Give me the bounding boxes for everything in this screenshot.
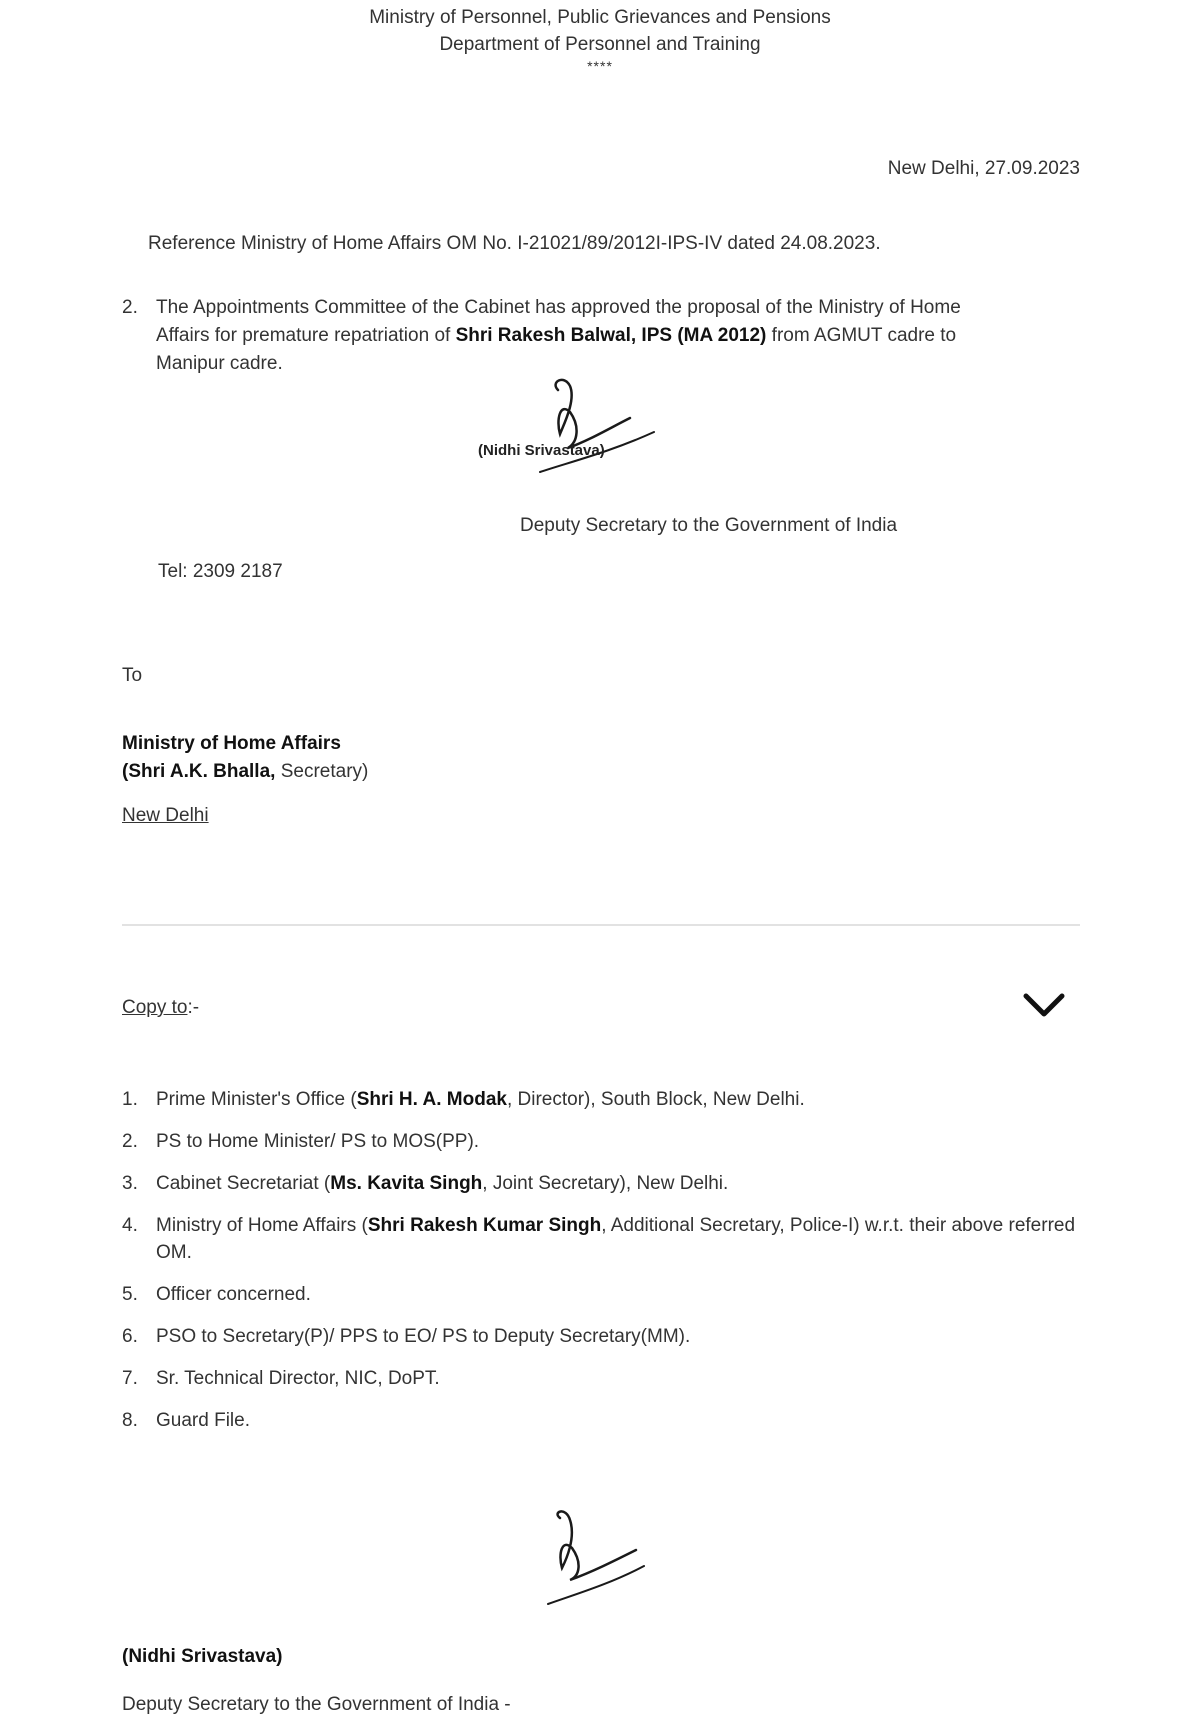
list-item-text [156, 1323, 1082, 1350]
officer-name: Shri Rakesh Balwal, IPS (MA 2012) [455, 325, 767, 346]
recipient-person-name: (Shri A.K. Bhalla, [122, 761, 276, 782]
list-item-number: 1. [122, 1089, 138, 1110]
header-stars: **** [587, 58, 613, 74]
paragraph-number: 2. [122, 297, 138, 318]
list-item-number: 5. [122, 1284, 138, 1305]
list-item-number: 2. [122, 1131, 138, 1152]
paragraph-2 [122, 294, 1002, 378]
list-item-text-start: Prime Minister's Office ( [156, 1089, 357, 1110]
list-item-person: Ms. Kavita Singh [330, 1173, 483, 1194]
divider [122, 924, 1080, 926]
department-heading: Department of Personnel and Training [439, 34, 761, 55]
recipient-person-title: Secretary) [275, 761, 369, 782]
list-item [122, 1281, 1082, 1308]
list-item [122, 1212, 1082, 1266]
paragraph-text-start: The Appointments Committee of the Cabinet has approved the proposal of the Ministry of Home Affairs for premature repatriation of [156, 297, 961, 346]
list-item-text-start: Sr. Technical Director, NIC, DoPT. [156, 1368, 440, 1389]
copy-to-list [122, 1086, 1082, 1449]
copy-to-heading [122, 997, 199, 1019]
signature-2-icon [540, 1508, 650, 1608]
list-item-text [156, 1128, 1082, 1155]
list-item-text-start: Cabinet Secretariat ( [156, 1173, 331, 1194]
reference-line: Reference Ministry of Home Affairs OM No. I-21021/89/2012I-IPS-IV dated 24.08.2023. [148, 233, 881, 254]
signature-1-icon [530, 372, 660, 480]
list-item [122, 1086, 1082, 1113]
ministry-heading: Ministry of Personnel, Public Grievances and Pensions [369, 7, 831, 28]
list-item-text [156, 1086, 1082, 1113]
paragraph-text [156, 294, 1002, 378]
list-item-text-start: Guard File. [156, 1410, 250, 1431]
list-item-person: Shri H. A. Modak [356, 1089, 507, 1110]
chevron-down-icon[interactable] [1022, 990, 1066, 1020]
copy-to-suffix: :- [187, 997, 200, 1018]
list-item-text [156, 1365, 1082, 1392]
list-item-text-start: Officer concerned. [156, 1284, 311, 1305]
recipient-city: New Delhi [122, 805, 209, 826]
list-item-person: Shri Rakesh Kumar Singh [367, 1215, 602, 1236]
list-item [122, 1407, 1082, 1434]
list-item-number: 3. [122, 1173, 138, 1194]
list-item [122, 1128, 1082, 1155]
telephone: Tel: 2309 2187 [158, 561, 283, 582]
list-item-text [156, 1281, 1082, 1308]
list-item-text-start: Ministry of Home Affairs ( [156, 1215, 368, 1236]
list-item-text [156, 1170, 1082, 1197]
list-item-text-end: , Director), South Block, New Delhi. [506, 1089, 805, 1110]
designation-2: Deputy Secretary to the Government of India - [122, 1694, 511, 1715]
signatory-name-2: (Nidhi Srivastava) [122, 1646, 283, 1667]
list-item-text-end: , Additional Secretary, Police-I) w.r.t. their above referred OM. [156, 1215, 1076, 1263]
recipient-person [122, 761, 368, 783]
paragraph-text-end: from AGMUT cadre to Manipur cadre. [156, 325, 957, 374]
to-label: To [122, 665, 143, 686]
list-item-text [156, 1407, 1082, 1434]
list-item-text-start: PSO to Secretary(P)/ PPS to EO/ PS to Deputy Secretary(MM). [156, 1326, 691, 1347]
list-item-number: 6. [122, 1326, 138, 1347]
list-item-number: 8. [122, 1410, 138, 1431]
recipient-org: Ministry of Home Affairs [122, 733, 341, 754]
list-item-number: 4. [122, 1215, 138, 1236]
list-item [122, 1170, 1082, 1197]
list-item-text [156, 1212, 1082, 1266]
copy-to-label: Copy to [122, 997, 188, 1018]
list-item [122, 1323, 1082, 1350]
list-item-number: 7. [122, 1368, 138, 1389]
signatory-name-1: (Nidhi Srivastava) [478, 442, 605, 459]
date-line: New Delhi, 27.09.2023 [887, 158, 1080, 179]
list-item-text-start: PS to Home Minister/ PS to MOS(PP). [156, 1131, 480, 1152]
designation-1: Deputy Secretary to the Government of India [520, 515, 898, 536]
list-item-text-end: , Joint Secretary), New Delhi. [482, 1173, 729, 1194]
list-item [122, 1365, 1082, 1392]
